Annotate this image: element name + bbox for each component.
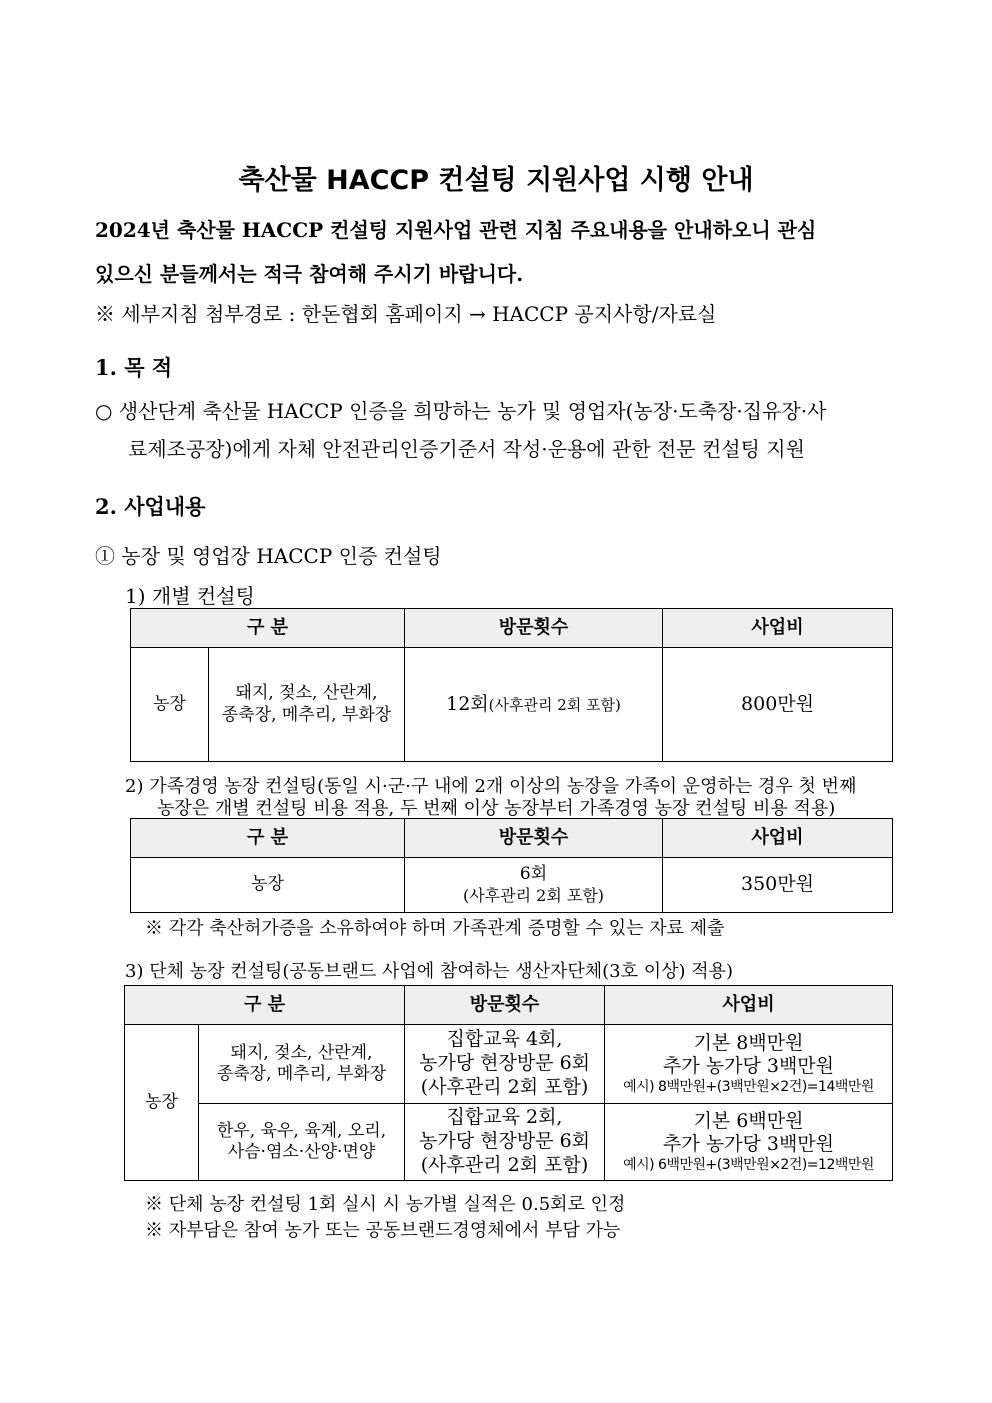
visits-note: (사후관리 2회 포함) [462,885,605,905]
table-header-visits: 방문횟수 [405,986,605,1025]
animal-types-cell [209,648,405,762]
animal-types-line: 돼지, 젖소, 산란계, [235,683,378,704]
table-header-visits: 방문횟수 [405,819,663,858]
purpose-line-1: ○ 생산단계 축산물 HACCP 인증을 희망하는 농가 및 영업자(농장·도축장·집유장·사 [95,399,827,423]
visits-line: (사후관리 2회 포함) [420,1075,589,1098]
cost-cell: 800만원 [663,648,893,762]
animal-types-line: 종축장, 메추리, 부화장 [221,704,392,725]
animal-types-line: 한우, 육우, 육계, 오리, [216,1120,387,1141]
animal-types-cell [199,1025,405,1104]
visits-count: 12회 [446,692,489,715]
intro-line-2: 있으신 분들께서는 적극 참여해 주시기 바랍니다. [95,262,524,286]
family-consulting-title-line-1: 2) 가족경영 농장 컨설팅(동일 시·군·구 내에 2개 이상의 농장을 가족이 운영하는 경우 첫 번째 [125,776,857,797]
table-header-category: 구 분 [131,609,405,648]
cost-cell: 350만원 [663,858,893,913]
cost-example: 예시) 6백만원+(3백만원×2건)=12백만원 [623,1157,874,1173]
item-1-heading: ① 농장 및 영업장 HACCP 인증 컨설팅 [95,544,442,568]
cost-line: 기본 6백만원 [693,1109,804,1132]
intro-line-1: 2024년 축산물 HACCP 컨설팅 지원사업 관련 지침 주요내용을 안내하오니 관심 [95,218,817,242]
family-consulting-note: ※ 각각 축산허가증을 소유하여야 하며 가족관계 증명할 수 있는 자료 제출 [145,918,725,939]
visits-cell [405,1104,605,1181]
family-consulting-table [130,818,893,913]
cost-line: 추가 농가당 3백만원 [663,1055,835,1078]
group-consulting-note-2: ※ 자부담은 참여 농가 또는 공동브랜드경영체에서 부담 가능 [145,1220,621,1241]
visits-line: 집합교육 4회, [446,1028,563,1051]
category-cell: 농장 [131,858,405,913]
animal-types-line: 돼지, 젖소, 산란계, [230,1042,373,1063]
group-consulting-title: 3) 단체 농장 컨설팅(공동브랜드 사업에 참여하는 생산자단체(3호 이상) 적용) [125,961,734,982]
visits-line: 농가당 현장방문 6회 [419,1052,591,1075]
visits-line: 집합교육 2회, [446,1106,563,1129]
visits-note: (사후관리 2회 포함) [488,695,621,714]
attachment-path-note: ※ 세부지침 첨부경로 : 한돈협회 홈페이지 → HACCP 공지사항/자료실 [95,302,717,326]
purpose-line-2: 료제조공장)에게 자체 안전관리인증기준서 작성·운용에 관한 전문 컨설팅 지원 [128,437,805,461]
cost-cell [605,1104,893,1181]
visits-line: 농가당 현장방문 6회 [419,1130,591,1153]
individual-consulting-title: 1) 개별 컨설팅 [125,584,255,608]
cost-line: 추가 농가당 3백만원 [663,1133,835,1156]
group-consulting-note-1: ※ 단체 농장 컨설팅 1회 실시 시 농가별 실적은 0.5회로 인정 [145,1194,626,1215]
animal-types-line: 종축장, 메추리, 부화장 [216,1064,387,1084]
group-consulting-table [124,985,893,1181]
table-header-category: 구 분 [131,819,405,858]
cost-example: 예시) 8백만원+(3백만원×2건)=14백만원 [623,1079,874,1095]
page-title: 축산물 HACCP 컨설팅 지원사업 시행 안내 [238,165,754,196]
family-consulting-title-line-2: 농장은 개별 컨설팅 비용 적용, 두 번째 이상 농장부터 가족경영 농장 컨설팅 비용 적용) [157,798,836,819]
visits-cell [405,648,663,762]
section-2-heading: 2. 사업내용 [95,494,206,519]
animal-types-line: 사슴·염소·산양·면양 [227,1142,376,1162]
table-header-cost: 사업비 [663,609,893,648]
visits-line: (사후관리 2회 포함) [420,1153,589,1176]
cost-cell [605,1025,893,1104]
table-header-cost: 사업비 [605,986,893,1025]
individual-consulting-table [130,608,893,762]
visits-cell [405,858,663,913]
category-cell: 농장 [125,1025,199,1181]
category-cell: 농장 [131,648,209,762]
table-header-category: 구 분 [125,986,405,1025]
cost-line: 기본 8백만원 [693,1031,804,1054]
animal-types-cell [199,1104,405,1181]
visits-cell [405,1025,605,1104]
visits-count: 6회 [519,864,548,885]
table-header-cost: 사업비 [663,819,893,858]
section-1-heading: 1. 목 적 [95,355,173,380]
table-header-visits: 방문횟수 [405,609,663,648]
